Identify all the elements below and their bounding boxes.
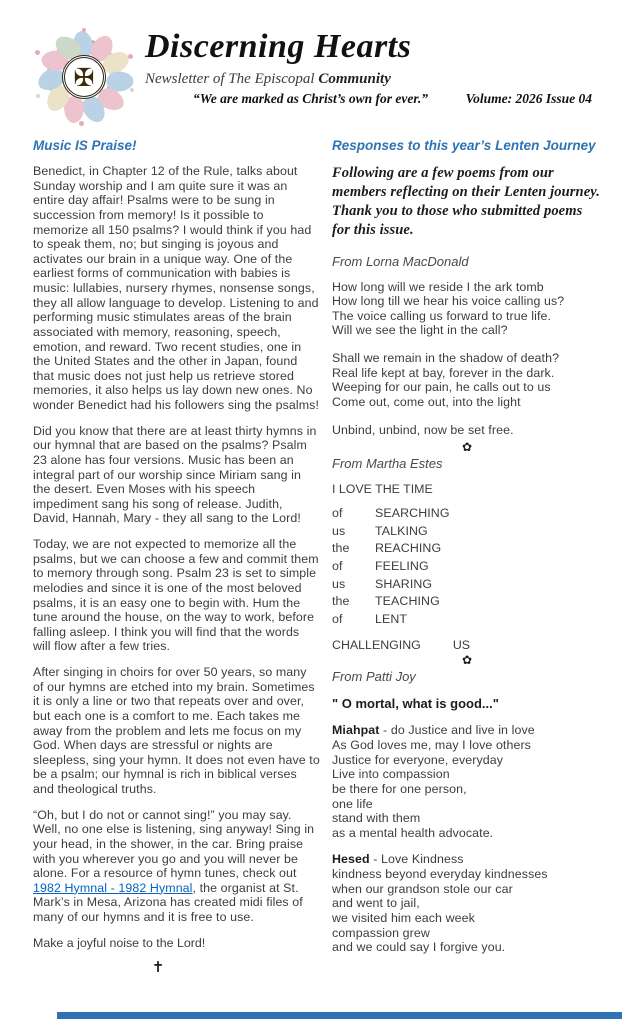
masthead-text [145,28,600,107]
pair-small-word: us [332,576,346,591]
poem-line: Unbind, unbind, now be set free. [332,422,514,437]
easter-wreath-logo [33,28,135,126]
poem-line: stand with them [332,811,421,826]
tagline: “We are marked as Christ’s own for ever.” [193,91,429,106]
sprig-decoration [130,88,134,92]
article-columns [33,138,600,976]
cross-emblem [62,55,106,99]
poem-line: as a mental health advocate. [332,825,494,840]
poem-line: Weeping for our pain, he calls out to us [332,380,551,395]
poem-line: when our grandson stole our car [332,881,513,896]
poem-line: As God loves me, may I love others [332,738,531,753]
hesed-first-line [332,852,602,867]
masthead [33,28,600,126]
pair-caps-word: SHARING [375,576,433,591]
byline-martha: From Martha Estes [332,456,443,472]
pair-small-word: the [332,594,350,609]
poem-line: Will we see the light in the call? [332,323,508,338]
sprig-decoration [35,50,40,55]
link-paragraph-after: , the organist at St. Mark’s in Mesa, Arizona has created midi files of many of our hymns and it is free to use. [33,880,303,924]
sprig-decoration [128,54,133,59]
flower-ornament-icon: ✿ [461,653,473,668]
poem-line: Real life kept at bay, forever in the dark. [332,365,555,380]
martha-word-pairs [332,505,602,628]
love-time-line: I LOVE THE TIME [332,482,433,497]
right-article-heading: Responses to this year’s Lenten Journey [332,138,596,153]
flower-ornament-icon: ✿ [461,440,473,455]
poem-line: Shall we remain in the shadow of death? [332,351,560,365]
hesed-lines [332,867,602,955]
pair-caps-word: TEACHING [375,594,440,609]
miahpat-word: Miahpat [332,723,380,738]
subtitle-bold: Community [318,71,391,87]
challenging-line [332,638,602,652]
closing-line: Make a joyful noise to the Lord! [33,935,206,950]
sprig-decoration [36,94,40,98]
newsletter-subtitle [145,71,600,88]
miahpat-lines [332,738,602,840]
poem-line: and went to jail, [332,896,420,911]
poem-line: compassion grew [332,925,430,940]
tagline-row [145,91,600,107]
poem-line: Justice for everyone, everyday [332,752,504,767]
hesed-block [332,852,602,954]
word-pair-row [332,593,602,611]
poem-line: Live into compassion [332,767,450,782]
link-paragraph-before: “Oh, but I do not or cannot sing!” you may say. Well, no one else is listening, sing anyway! Sing in your head, in the shower, in the car. Bring praise with you wherever you go and you will never be alone. For a resource of hymn tunes, check out [33,807,315,881]
pair-caps-word: TALKING [375,523,428,538]
cross-ornament-icon: ✝ [151,958,165,976]
hesed-word: Hesed [332,852,370,867]
word-pair-row [332,611,602,629]
pair-caps-word: SEARCHING [375,506,450,521]
left-article-paragraphs [33,164,320,797]
sprig-decoration [82,28,86,32]
newsletter-title: Discerning Hearts [145,28,412,65]
pair-small-word: of [332,506,343,521]
cross-pattee-icon: ✠ [73,62,95,92]
left-article-heading: Music IS Praise! [33,138,137,153]
lorna-stanza-2 [332,351,602,410]
article-music-is-praise [33,138,320,976]
poem-line: one life [332,796,373,811]
body-paragraph: Did you know that there are at least thirty hymns in our hymnal that are based on the psalms? Psalm 23 alone has four versions. Music has been an integral part of our worship since Miriam sang in the desert. Even Moses with his speech impediment sang his song of release. Judith, David, Hannah, Mary - they all sang to the Lord! [33,423,317,526]
byline-lorna: From Lorna MacDonald [332,253,469,269]
body-paragraph: Benedict, in Chapter 12 of the Rule, talks about Sunday worship and I am quite sure it was an entire day affair! Psalms were to be sung in succession from memory! Is it possible to memorize all 150 psalms? I would think if you had to speak them, no; but singing is joyous and activates our brain in a unique way. One of the earliest forms of communication with babies is music: lullabies, nursery rhymes, nonsense songs, they all allow language to develop. Listening to and performing music stimulates areas of the brain associated with memory, reasoning, speech, emotion, and reward. Two recent studies, one in the United States and the other in Japan, found that music does not just help us retrieve stored memories, it also helps us lay down new ones. No wonder Benedict had his followers sing the psalms! [33,164,320,412]
mortal-quote: " O mortal, what is good..." [332,696,499,712]
word-pair-row [332,540,602,558]
volume-issue: Volume: 2026 Issue 04 [465,91,592,106]
lorna-stanza-3 [332,423,602,438]
poem-line: be there for one person, [332,781,467,796]
hesed-rest: - Love Kindness [369,852,464,867]
hymnal-link-paragraph [33,808,320,925]
poem-line: kindness beyond everyday kindnesses [332,867,548,882]
word-pair-row [332,523,602,541]
body-paragraph: Today, we are not expected to memorize all the psalms, but we can choose a few and commit them to memory through song. Psalm 23 is set to simple melodies and since it is one of the most beloved psalms, it is an easy one to begin with. Hum the tune around the house, on the way to work, before falling asleep. I think you will find that the words will flow after a few tries. [33,537,319,654]
hymnal-link[interactable]: 1982 Hymnal - 1982 Hymnal [33,880,193,895]
challenging-word: CHALLENGING [332,638,421,653]
poem-line: How long will we reside I the ark tomb [332,279,544,294]
footer-rule [57,1012,622,1019]
pair-caps-word: LENT [375,611,408,626]
lenten-intro: Following are a few poems from our members reflecting on their Lenten journey. Thank you to those who submitted poems for this issue. [332,165,600,239]
pair-caps-word: REACHING [375,541,442,556]
poem-line: How long till we hear his voice calling us? [332,294,565,309]
poem-line: we visited him each week [332,910,475,925]
byline-patti: From Patti Joy [332,669,416,685]
sprig-decoration [79,121,84,126]
word-pair-row [332,505,602,523]
pair-caps-word: FEELING [375,558,429,573]
challenging-us-word: US [452,638,471,653]
pair-small-word: of [332,558,343,573]
poem-line: Come out, come out, into the light [332,394,521,409]
pair-small-word: of [332,611,343,626]
pair-small-word: us [332,523,346,538]
poem-line: and we could say I forgive you. [332,940,506,955]
body-paragraph: After singing in choirs for over 50 years, so many of our hymns are etched into my brain. Sometimes it is only a line or two that repeats over and over, but each one is a comfort to me. Each takes me away from the problem and lets me focus on my God. When days are stressful or nights are sleepless, sing your hymn. It does not even have to be a psalm; our hymnal is rich in biblical verses and theological truths. [33,665,320,796]
article-lenten-responses [332,138,602,976]
lorna-stanza-1 [332,280,602,339]
word-pair-row [332,558,602,576]
miahpat-block [332,723,602,840]
pair-small-word: the [332,541,350,556]
miahpat-first-line [332,723,602,738]
miahpat-rest: - do Justice and live in love [379,723,535,738]
subtitle-regular: Newsletter of The Episcopal [145,71,319,87]
word-pair-row [332,576,602,594]
poem-line: The voice calling us forward to true life. [332,308,552,323]
